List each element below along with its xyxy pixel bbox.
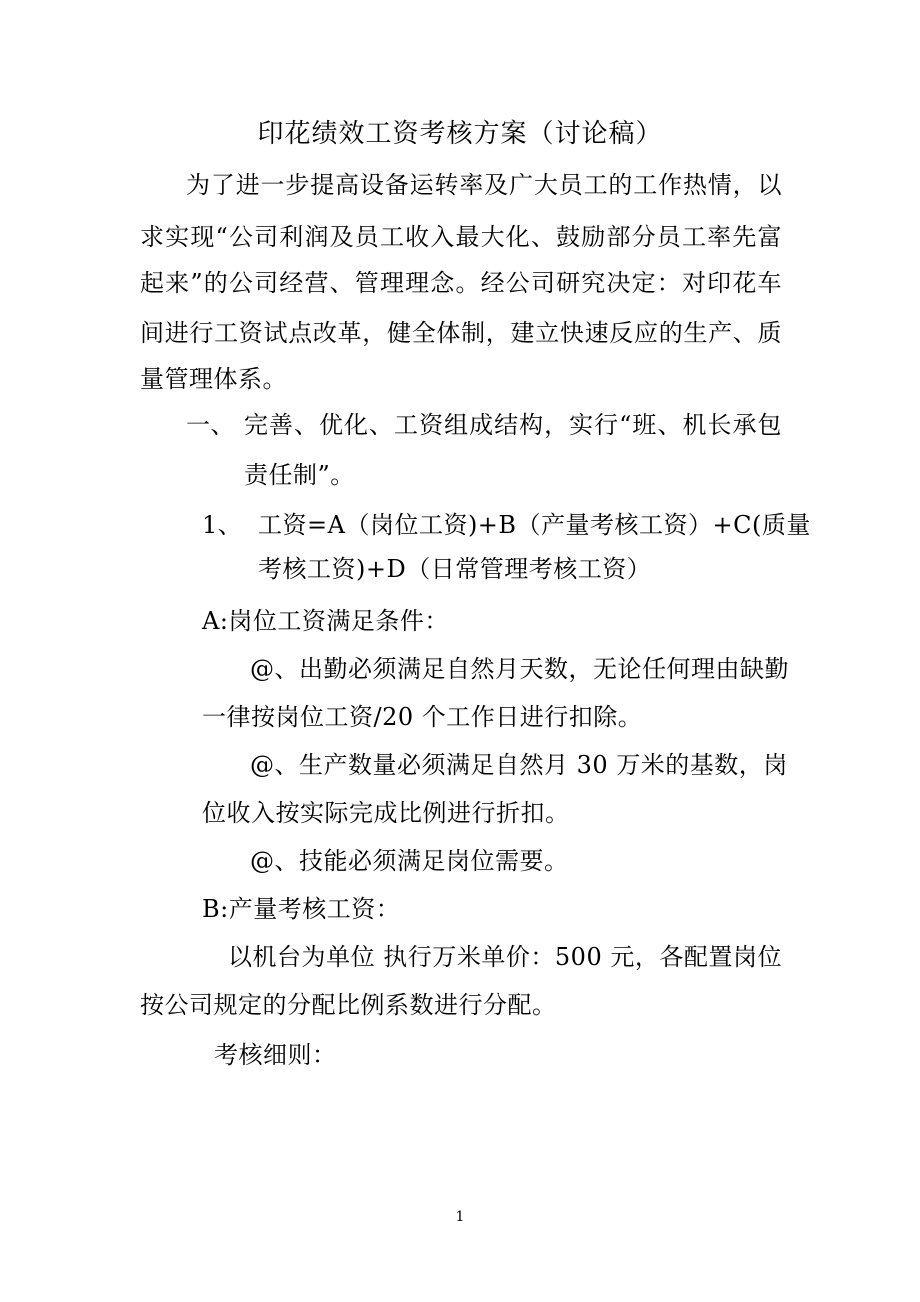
intro-line-4: 间进行工资试点改革，健全体制，建立快速反应的生产、质 — [140, 319, 782, 347]
assessment-details-heading: 考核细则： — [214, 1041, 337, 1069]
page-number: 1 — [455, 1209, 465, 1225]
document-title: 印花绩效工资考核方案（讨论稿） — [257, 119, 663, 149]
intro-line-1: 为了进一步提高设备运转率及广大员工的工作热情，以 — [186, 171, 782, 199]
item-1-line-2: 考核工资)+D（日常管理考核工资） — [258, 555, 652, 583]
section-1-heading-line-1: 完善、优化、工资组成结构，实行“班、机长承包 — [244, 411, 782, 439]
section-1-number: 一、 — [186, 411, 235, 439]
part-b-line-1: 以机台为单位 执行万米单价：500 元，各配置岗位 — [228, 943, 782, 971]
part-b-line-2: 按公司规定的分配比例系数进行分配。 — [140, 991, 557, 1019]
section-1-heading-line-2: 责任制”。 — [244, 461, 355, 489]
part-a-condition-3: @、技能必须满足岗位需要。 — [250, 847, 569, 875]
part-a-condition-1-line-1: @、出勤必须满足自然月天数，无论任何理由缺勤 — [250, 655, 789, 683]
intro-line-2: 求实现“公司利润及员工收入最大化、鼓励部分员工率先富 — [140, 223, 782, 251]
intro-line-5: 量管理体系。 — [140, 365, 287, 393]
part-b-heading: B:产量考核工资： — [202, 895, 401, 923]
part-a-condition-1-line-2: 一律按岗位工资/20 个工作日进行扣除。 — [202, 703, 643, 731]
part-a-condition-2-line-1: @、生产数量必须满足自然月 30 万米的基数，岗 — [250, 751, 788, 779]
part-a-condition-2-line-2: 位收入按实际完成比例进行折扣。 — [202, 799, 570, 827]
intro-line-3: 起来”的公司经营、管理理念。经公司研究决定：对印花车 — [140, 269, 782, 297]
part-a-heading: A:岗位工资满足条件： — [202, 607, 449, 635]
item-1-number: 1、 — [202, 511, 243, 539]
item-1-line-1: 工资=A（岗位工资)+B（产量考核工资）+C(质量 — [258, 511, 811, 539]
